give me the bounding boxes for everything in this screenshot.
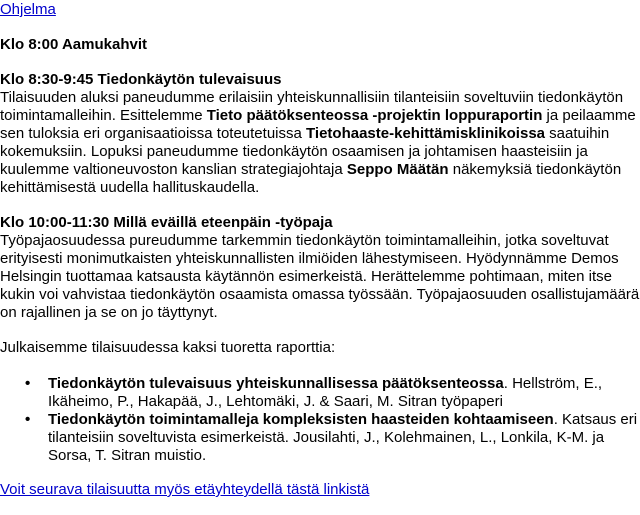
publications-intro: Julkaisemme tilaisuudessa kaksi tuoretta raporttia: xyxy=(0,339,336,356)
session-workshop-text: Työpajaosuudessa pureudumme tarkemmin tiedonkäytön toimintamalleihin, jotka soveltuvat erityisesti monimutkaisten yhteiskunnallisten ilmiöiden lähestymiseen. Hyödynnämme Demos Helsingin tuottamaa katsausta käytännön esimerkeistä. Herättelemme pohtimaan, miten itse kukin voi vahvistaa tiedonkäytön osaamista omassa työssään. Työpajaosuuden osallistujamäärä on rajallinen ja se on jo täyttynyt. xyxy=(0,232,640,321)
session-coffee-heading: Klo 8:00 Aamukahvit xyxy=(0,36,147,53)
list-item xyxy=(25,375,640,411)
session-future-text-4: näkemyksiä tiedonkäytön kehittämisestä uudella hallituskaudella. xyxy=(0,161,622,196)
publication-title: Tiedonkäytön toimintamalleja kompleksisten haasteiden kohtaamiseen xyxy=(48,411,554,428)
list-item xyxy=(25,411,640,465)
session-future-text xyxy=(0,89,640,197)
session-future xyxy=(0,71,640,197)
bullet-icon: • xyxy=(25,411,31,428)
session-future-heading: Klo 8:30-9:45 Tiedonkäytön tulevaisuus xyxy=(0,71,282,88)
speaker-name-bold: Seppo Määtän xyxy=(346,161,449,178)
program-link[interactable]: Ohjelma xyxy=(0,1,56,18)
publication-details: . Hellström, E., Ikäheimo, P., Hakapää, J., Lehtomäki, J. & Saari, M. Sitran työpaperi xyxy=(48,375,603,410)
session-workshop-heading: Klo 10:00-11:30 Millä eväillä eteenpäin -työpaja xyxy=(0,214,333,231)
session-coffee xyxy=(0,36,640,54)
remote-stream-link[interactable]: Voit seurava tilaisuutta myös etäyhteydellä tästä linkistä xyxy=(0,481,370,498)
publication-title: Tiedonkäytön tulevaisuus yhteiskunnallisessa päätöksenteossa xyxy=(48,375,504,392)
clinic-name-bold: Tietohaaste-kehittämisklinikoissa xyxy=(306,125,545,142)
publication-details: . Katsaus eri tilanteisiin soveltuvista esimerkeistä. Jousilahti, J., Kolehmainen, L., Lonkila, K-M. ja Sorsa, T. Sitran muistio. xyxy=(48,411,638,464)
publications-list xyxy=(0,375,640,465)
session-workshop xyxy=(0,214,640,322)
report-name-bold: Tieto päätöksenteossa -projektin loppuraportin xyxy=(206,107,543,124)
session-future-text-3: saatuihin kokemuksiin. Lopuksi paneudumme tiedonkäytön osaamisen ja johtamisen haasteisiin ja kuulemme valtioneuvoston kanslian strategiajohtaja xyxy=(0,125,610,178)
session-future-text-1: Tilaisuuden aluksi paneudumme erilaisiin yhteiskunnallisiin tilanteisiin soveltuviin tiedonkäytön toimintamalleihin. Esittelemme xyxy=(0,89,624,124)
session-future-text-2: ja peilaamme sen tuloksia eri organisaatioissa toteutetuissa xyxy=(0,107,636,142)
bullet-icon: • xyxy=(25,375,31,392)
